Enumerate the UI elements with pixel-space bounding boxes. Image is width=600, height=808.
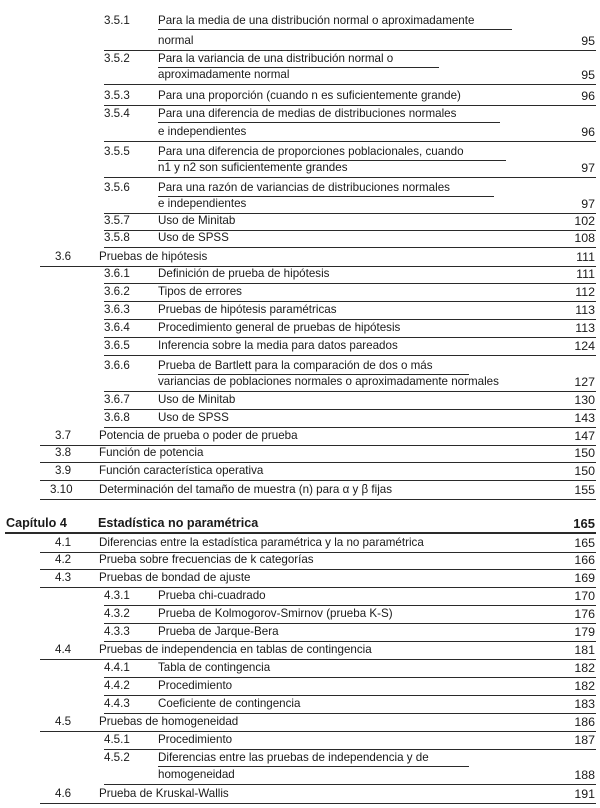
section-title: Tabla de contingencia [158,661,271,674]
section-number: 3.6 [55,250,72,263]
section-title: Prueba de Kruskal-Wallis [99,787,229,800]
section-title: Procedimiento [158,679,233,692]
title-underline [158,122,500,123]
section-title: Diferencias entre las pruebas de independencia y de [158,751,429,764]
page-number: 187 [574,733,595,747]
page-number: 155 [574,483,595,497]
page-number: 176 [574,607,595,621]
section-number: 4.6 [55,787,72,800]
entry-rule [40,587,596,588]
section-title: Procedimiento general de pruebas de hipótesis [158,321,401,334]
entry-rule [40,731,596,732]
page-number: 112 [575,285,595,299]
section-number: 3.8 [55,446,72,459]
entry-rule [104,623,596,624]
page-number: 169 [574,571,595,585]
page-number: 150 [574,446,595,460]
page-number: 147 [574,429,595,443]
section-number: 3.5.1 [104,14,130,27]
entry-rule [40,659,596,660]
section-title: Prueba sobre frecuencias de k categorías [99,553,314,566]
section-number: 3.9 [55,464,72,477]
section-title: e independientes [158,197,247,210]
page-number: 113 [575,321,595,335]
page-number: 124 [574,339,595,353]
page-number: 111 [576,250,595,264]
page-number: 165 [574,536,595,550]
chapter-number: Capítulo 4 [6,516,67,530]
page-number: 97 [581,197,595,211]
page-number: 170 [574,589,595,603]
section-title: Para la media de una distribución normal o aproximadamente [158,14,475,27]
section-number: 3.5.5 [104,145,130,158]
entry-rule [104,105,596,106]
section-title: variancias de poblaciones normales o aproximadamente normales [158,375,499,388]
section-title: Definición de prueba de hipótesis [158,267,330,280]
section-number: 4.3.1 [104,589,130,602]
page-number: 182 [574,679,595,693]
section-number: 3.6.7 [104,393,130,406]
entry-rule [40,569,596,570]
section-number: 4.5 [55,715,72,728]
section-title: Diferencias entre la estadística paramétrica y la no paramétrica [99,536,424,549]
entry-rule [104,283,596,284]
section-number: 4.1 [55,536,72,549]
page-number: 165 [573,516,595,531]
page-number: 111 [576,267,595,281]
page-number: 108 [574,231,595,245]
entry-rule [104,605,596,606]
entry-rule [104,409,596,410]
section-title: aproximadamente normal [158,68,290,81]
entry-rule [104,337,596,338]
section-number: 4.3 [55,571,72,584]
section-title: Determinación del tamaño de muestra (n) para α y β fijas [99,483,393,496]
section-title: n1 y n2 son suficientemente grandes [158,161,348,174]
title-underline [158,766,469,767]
section-number: 3.5.4 [104,107,130,120]
section-number: 3.5.6 [104,181,130,194]
section-title: Uso de Minitab [158,214,236,227]
page-number: 179 [574,625,595,639]
page-number: 191 [574,787,595,801]
section-title: Para una diferencia de proporciones poblacionales, cuando [158,145,464,158]
page-number: 166 [574,553,595,567]
page-number: 130 [574,393,595,407]
section-title: e independientes [158,125,247,138]
entry-rule [5,532,596,534]
section-title: Pruebas de hipótesis [99,250,208,263]
entry-rule [104,301,596,302]
page-number: 182 [574,661,595,675]
section-number: 4.4 [55,643,72,656]
entry-rule [104,784,596,785]
section-number: 4.4.3 [104,697,130,710]
entry-rule [104,677,596,678]
section-number: 3.10 [50,483,73,496]
section-title: Tipos de errores [158,285,242,298]
entry-rule [104,641,596,642]
section-title: Potencia de prueba o poder de prueba [99,429,298,442]
section-title: Para una razón de variancias de distribuciones normales [158,181,450,194]
section-title: Para la variancia de una distribución normal o [158,52,394,65]
section-number: 3.6.8 [104,411,130,424]
section-title: Procedimiento [158,733,233,746]
page-number: 113 [575,303,595,317]
section-number: 3.6.5 [104,339,130,352]
page-number: 95 [581,34,595,48]
section-title: Inferencia sobre la media para datos pareados [158,339,398,352]
section-number: 3.6.2 [104,285,130,298]
section-number: 4.3.2 [104,607,130,620]
section-title: Prueba chi-cuadrado [158,589,266,602]
page-number: 102 [574,214,595,228]
entry-rule [104,355,596,356]
section-title: Función característica operativa [99,464,264,477]
entry-rule [104,177,596,178]
section-title: Para una proporción (cuando n es suficientemente grande) [158,89,461,102]
section-title: homogeneidad [158,768,235,781]
section-title: Función de potencia [99,446,204,459]
section-title: normal [158,34,194,47]
page-number: 188 [574,768,595,782]
page-number: 95 [581,68,595,82]
entry-rule [104,50,596,51]
section-number: 4.2 [55,553,72,566]
section-title: Prueba de Bartlett para la comparación de dos o más [158,359,433,372]
section-number: 4.5.2 [104,751,130,764]
entry-rule [104,391,596,392]
page-number: 150 [574,464,595,478]
section-number: 4.5.1 [104,733,130,746]
entry-rule [104,749,596,750]
section-title: Uso de SPSS [158,231,229,244]
entry-rule [104,84,596,85]
entry-rule [40,803,596,804]
page-number: 96 [581,125,595,139]
chapter-title: Estadística no paramétrica [98,516,259,530]
entry-rule [40,480,596,481]
section-number: 4.3.3 [104,625,130,638]
entry-rule [104,713,596,714]
entry-rule [104,319,596,320]
section-number: 3.7 [55,429,72,442]
entry-rule [40,499,596,500]
page-number: 181 [574,643,595,657]
section-title: Coeficiente de contingencia [158,697,301,710]
section-number: 3.6.4 [104,321,130,334]
section-title: Pruebas de hipótesis paramétricas [158,303,337,316]
page-number: 127 [574,375,595,389]
section-number: 4.4.2 [104,679,130,692]
entry-rule [40,462,596,463]
section-title: Pruebas de homogeneidad [99,715,239,728]
entry-rule [104,695,596,696]
page-number: 97 [581,161,595,175]
entry-rule [104,247,596,248]
section-title: Prueba de Kolmogorov-Smirnov (prueba K-S) [158,607,393,620]
section-title: Pruebas de bondad de ajuste [99,571,251,584]
title-underline [158,29,512,30]
section-number: 4.4.1 [104,661,130,674]
section-title: Para una diferencia de medias de distribuciones normales [158,107,457,120]
section-number: 3.6.3 [104,303,130,316]
section-title: Prueba de Jarque-Bera [158,625,279,638]
entry-rule [104,141,596,142]
section-number: 3.5.8 [104,231,130,244]
page-number: 183 [574,697,595,711]
page-number: 143 [574,411,595,425]
page-number: 186 [574,715,595,729]
section-number: 3.6.6 [104,359,130,372]
section-number: 3.5.3 [104,89,130,102]
section-number: 3.5.7 [104,214,130,227]
section-title: Uso de SPSS [158,411,229,424]
entry-rule [104,427,596,428]
section-number: 3.5.2 [104,52,130,65]
section-title: Uso de Minitab [158,393,236,406]
section-title: Pruebas de independencia en tablas de contingencia [99,643,372,656]
section-number: 3.6.1 [104,267,130,280]
page-number: 96 [581,89,595,103]
